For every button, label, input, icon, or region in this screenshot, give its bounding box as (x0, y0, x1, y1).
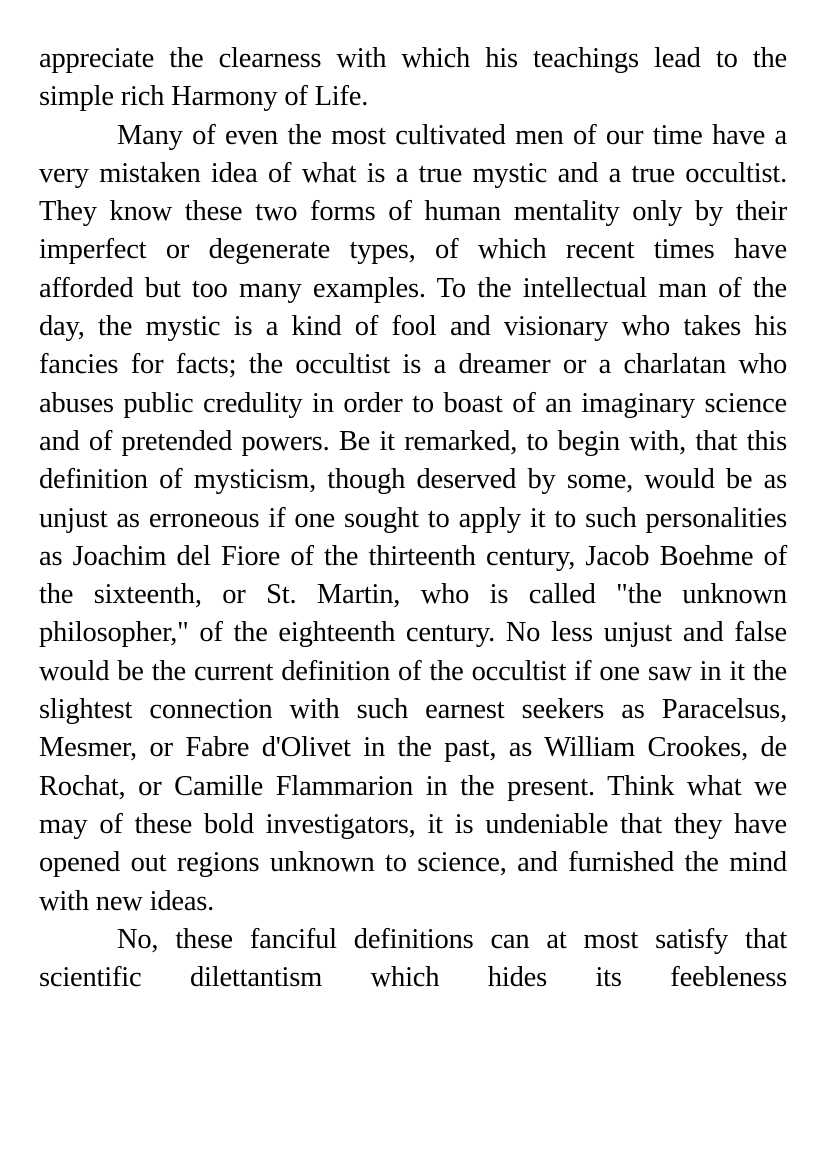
paragraph-2: Many of even the most cultivated men of our time have a very mistaken idea of what is a true mystic and a true occultist. They know these two forms of human mentality only by their imperfect or degenerate types, of which recent times have afforded but too many examples. To the intellectual man of the day, the mystic is a kind of fool and visionary who takes his fancies for facts; the occultist is a dreamer or a charlatan who abuses public credulity in order to boast of an imaginary science and of pretended powers. Be it remarked, to begin with, that this definition of mysticism, though deserved by some, would be as unjust as erroneous if one sought to apply it to such personalities as Joachim del Fiore of the thirteenth century, Jacob Boehme of the sixteenth, or St. Martin, who is called "the unknown philosopher," of the eighteenth century. No less unjust and false would be the current definition of the occultist if one saw in it the slightest connection with such earnest seekers as Paracelsus, Mesmer, or Fabre d'Olivet in the past, as William Crookes, de Rochat, or Camille Flammarion in the present. Think what we may of these bold investigators, it is undeniable that they have opened out regions unknown to science, and furnished the mind with new ideas. (39, 119, 787, 917)
document-page (39, 40, 787, 997)
paragraph-1: appreciate the clearness with which his teachings lead to the simple rich Harmony of Life. (39, 43, 787, 113)
paragraph-3: No, these fanciful definitions can at most satisfy that scientific dilettantism which hides its feebleness (39, 923, 787, 994)
